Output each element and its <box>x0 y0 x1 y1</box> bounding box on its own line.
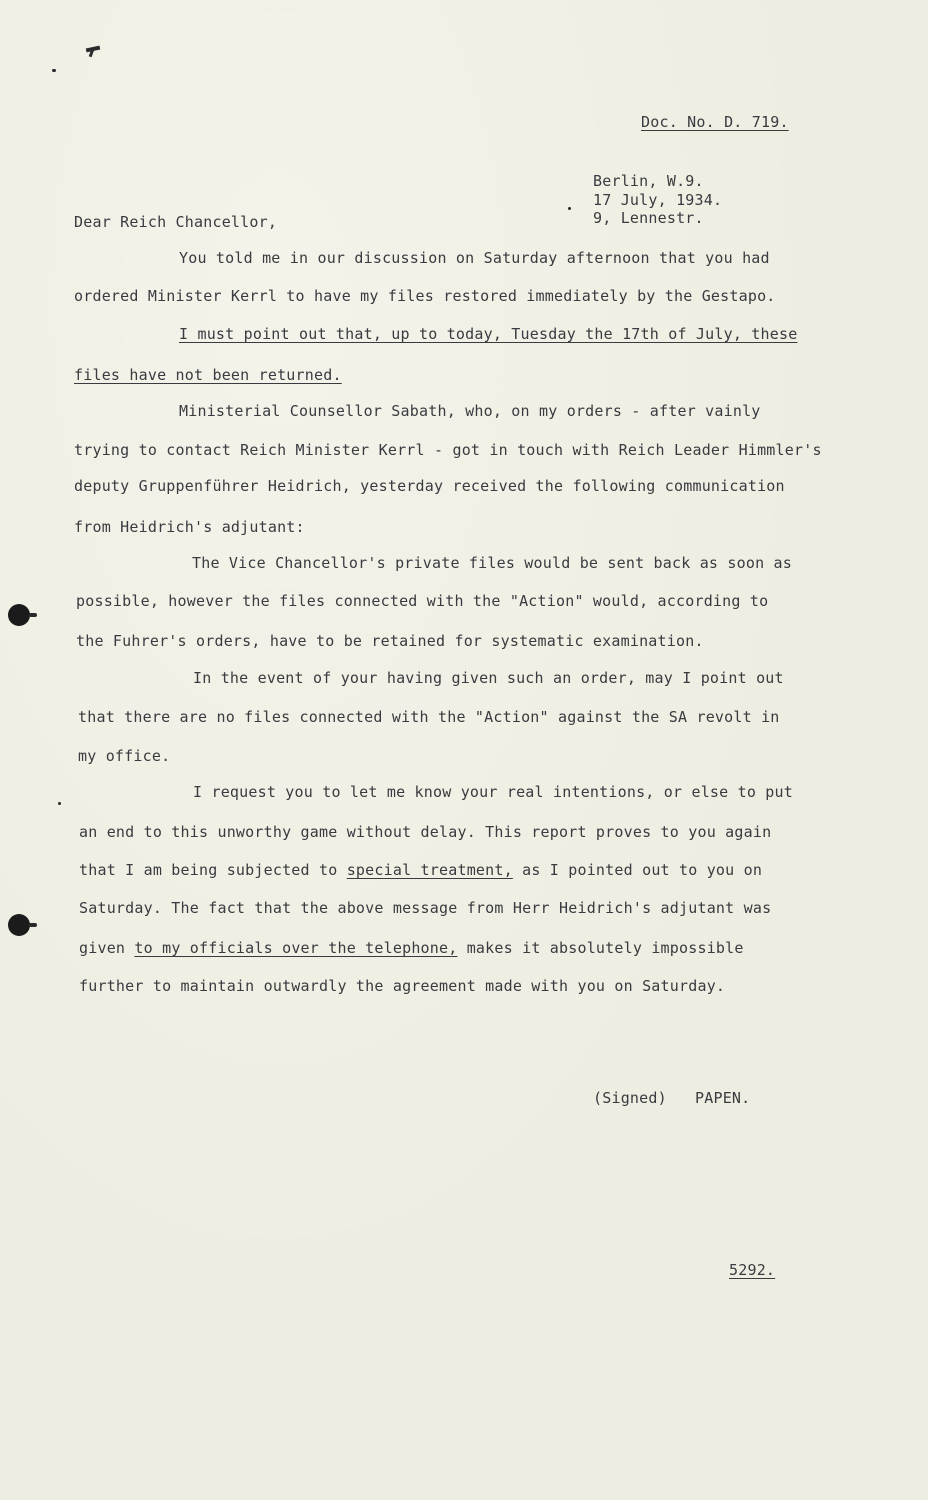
body-line-mixed <box>79 860 762 880</box>
body-line: from Heidrich's adjutant: <box>74 518 305 536</box>
text-segment-underlined: special treatment, <box>346 861 513 879</box>
text-segment: as I pointed out to you on <box>512 861 763 879</box>
page-number: 5292. <box>729 1261 776 1279</box>
address-dot <box>568 207 571 210</box>
address-line-3: 9, Lennestr. <box>593 209 704 227</box>
text-segment: makes it absolutely impossible <box>457 939 744 957</box>
body-line: that there are no files connected with the "Action" against the SA revolt in <box>78 708 780 726</box>
text-segment: that I am being subjected to <box>79 861 347 879</box>
body-line-underlined: files have not been returned. <box>74 366 342 384</box>
body-line: the Fuhrer's orders, have to be retained for systematic examination. <box>76 632 704 650</box>
text-segment: given <box>79 939 135 957</box>
body-line: Saturday. The fact that the above message from Herr Heidrich's adjutant was <box>79 899 772 917</box>
body-line-underlined: I must point out that, up to today, Tuesday the 17th of July, these <box>179 325 798 343</box>
margin-dot <box>58 802 61 805</box>
doc-number: Doc. No. D. 719. <box>641 113 789 131</box>
signature-label: (Signed) <box>593 1089 667 1107</box>
punch-hole-bottom <box>8 914 30 936</box>
body-line: The Vice Chancellor's private files would be sent back as soon as <box>192 554 792 572</box>
body-line: You told me in our discussion on Saturday afternoon that you had <box>179 249 770 267</box>
address-line-1: Berlin, W.9. <box>593 172 704 190</box>
text-segment-underlined: to my officials over the telephone, <box>134 939 458 957</box>
body-line: In the event of your having given such an order, may I point out <box>193 669 784 687</box>
body-line: my office. <box>78 747 171 765</box>
pen-dot <box>52 69 56 72</box>
salutation: Dear Reich Chancellor, <box>74 213 278 231</box>
body-line-mixed <box>79 938 744 958</box>
body-line: I request you to let me know your real intentions, or else to put <box>193 783 793 801</box>
body-line: ordered Minister Kerrl to have my files restored immediately by the Gestapo. <box>74 287 776 305</box>
body-line: deputy Gruppenführer Heidrich, yesterday received the following communication <box>74 477 785 495</box>
body-line: possible, however the files connected with the "Action" would, according to <box>76 592 769 610</box>
body-line: trying to contact Reich Minister Kerrl - got in touch with Reich Leader Himmler's <box>74 441 822 459</box>
punch-hole-top <box>8 604 30 626</box>
body-line: an end to this unworthy game without delay. This report proves to you again <box>79 823 772 841</box>
body-line: Ministerial Counsellor Sabath, who, on my orders - after vainly <box>179 402 761 420</box>
signature-name: PAPEN. <box>695 1089 751 1107</box>
address-line-2: 17 July, 1934. <box>593 191 723 209</box>
body-line: further to maintain outwardly the agreement made with you on Saturday. <box>79 977 726 995</box>
